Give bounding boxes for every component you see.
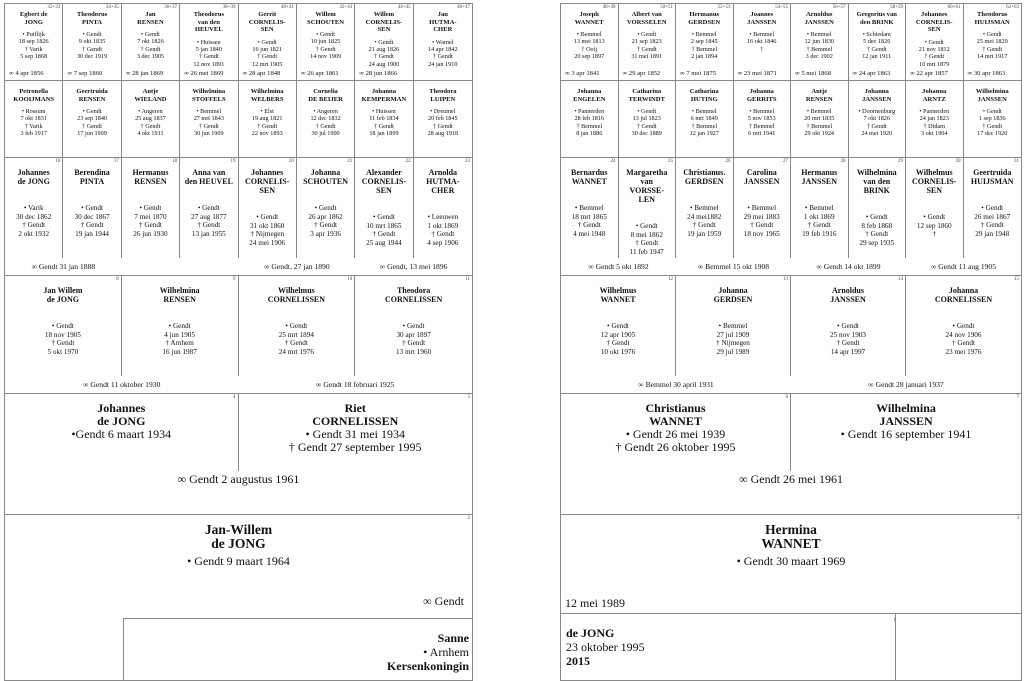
- person-name: Arnoldus JANSSEN: [830, 286, 866, 304]
- person-details: • Bemmel 27 jul 1909 † Nijmegen 29 jul 1989: [716, 322, 750, 356]
- child-birthdate: 23 oktober 1995: [566, 640, 645, 654]
- child-box-right: [560, 613, 1022, 681]
- marriage-date: ∞ Gendt 14 okt 1899: [816, 262, 881, 271]
- person-details: • Gendt 31 mei 1934 † Gendt 27 september 1995: [288, 427, 422, 454]
- person-box: [355, 158, 413, 258]
- person-name: Bernardus WANNET: [571, 168, 608, 186]
- person-name: Jan Willem de JONG: [43, 286, 83, 304]
- person-name: Willem SCHOUTEN: [307, 11, 345, 26]
- marriage-date: ∞ 7 mei 1875: [680, 70, 717, 77]
- ahnentafel-number: 9: [233, 277, 236, 282]
- marriage-date: 12 mei 1989: [565, 596, 625, 610]
- person-details: • Pannerden 28 feb 1816 † Bemmel 8 jan 1886: [574, 108, 605, 138]
- child-birthplace: • Arnhem: [423, 645, 469, 659]
- parents-section: [561, 394, 1021, 515]
- person-box: [964, 158, 1022, 258]
- person-box: [239, 4, 297, 81]
- person-box: [676, 4, 734, 81]
- person-name: Theodorus PINTA: [76, 11, 108, 26]
- person-details: • Angeren 12 dec 1832 † Gendt 30 jul 1900: [310, 108, 341, 138]
- person-name: Johannes CORNELIS- SEN: [244, 168, 290, 195]
- person-box: [734, 158, 792, 258]
- person-box: [355, 81, 413, 158]
- ahnentafel-number: 6: [785, 395, 788, 400]
- person-box: [619, 158, 677, 258]
- person-details: • Gendt 16 september 1941: [840, 427, 972, 441]
- ahnentafel-number: 38+39: [222, 5, 236, 10]
- person-details: • Bemmel 6 mrt 1849 † Bemmel 12 jan 1927: [689, 108, 719, 138]
- person-name: Johannes CORNELIS- SEN: [915, 11, 953, 33]
- person-name: Johanna KEMPERMAN: [361, 88, 407, 103]
- person-box: [414, 81, 472, 158]
- person-details: • Bemmel 2 sep 1845 † Bemmel 2 jan 1894: [690, 31, 718, 61]
- great-great-grandmothers-row: [5, 81, 472, 158]
- divider: [895, 613, 896, 681]
- subject-details: • Gendt 30 maart 1969: [736, 554, 846, 568]
- person-box: [239, 394, 473, 471]
- person-box: [414, 4, 472, 81]
- grandparents-marriages: [561, 376, 1021, 394]
- marriage-date: ∞ 3 apr 1841: [565, 70, 600, 77]
- person-name: Wilhelmus CORNELIS- SEN: [912, 168, 957, 195]
- grandparents-section: [561, 276, 1021, 394]
- ahnentafel-number: 29: [898, 159, 903, 164]
- person-box: [561, 4, 619, 81]
- person-details: • Gendt 8 feb 1868 † Gendt 29 sep 1935: [859, 213, 895, 247]
- person-name: Arnolda HUTMA- CHER: [426, 168, 460, 195]
- person-name: Theodorus HUIJSMAN: [974, 11, 1010, 26]
- ahnentafel-number: 10: [347, 277, 353, 282]
- person-name: Wilhelmina JANSSEN: [876, 401, 936, 428]
- ahnentafel-number: 42+43: [339, 5, 353, 10]
- marriage-date: ∞ 28 jan 1869: [125, 70, 164, 77]
- person-name: Riet CORNELISSEN: [312, 401, 399, 428]
- ahnentafel-number: 36+37: [164, 5, 178, 10]
- person-box: [239, 81, 297, 158]
- person-name: Geertruida HUIJSMAN: [970, 168, 1014, 186]
- person-details: • Gendt 25 nov 1903 † Gendt 14 apr 1997: [830, 322, 866, 356]
- person-details: • Doornenburg 7 okt 1826 † Gendt 24 mei 1920: [858, 108, 896, 138]
- ahnentafel-number: 17: [113, 159, 119, 164]
- great-great-grandmothers-row: [561, 81, 1021, 158]
- person-box: [5, 158, 63, 258]
- subject-section: [561, 515, 1021, 615]
- person-name: Willem CORNELIS- SEN: [365, 11, 403, 33]
- person-details: • Gendt 27 aug 1877 † Gendt 13 jan 1955: [191, 204, 227, 238]
- person-details: • Gendt 26 mei 1939 † Gendt 26 oktober 1995: [615, 427, 736, 454]
- person-details: • Gendt 7 mei 1870 † Gendt 26 jun 1930: [133, 204, 168, 238]
- person-name: Hermanus RENSEN: [132, 168, 169, 186]
- ahnentafel-number: 3: [1016, 516, 1019, 521]
- person-name: Hermanus JANSSEN: [801, 168, 838, 186]
- marriage-date: ∞ 26 mei 1869: [184, 70, 224, 77]
- ahnentafel-number: 4: [233, 395, 236, 400]
- parents-row: [561, 394, 1021, 471]
- person-name: Berendina PINTA: [74, 168, 110, 186]
- person-details: • Gendt 13 jul 1823 † Gendt 30 dec 1889: [631, 108, 662, 138]
- person-details: • Gendt 7 okt 1826 † Gendt 3 dec 1905: [136, 31, 165, 61]
- ahnentafel-number: 2: [467, 516, 470, 521]
- person-name: Jan HUTMA- CHER: [429, 11, 457, 33]
- person-box: [239, 276, 356, 376]
- person-box: [63, 4, 121, 81]
- pedigree-frame-left: [4, 3, 473, 681]
- marriage-date: ∞ 24 apr 1863: [852, 70, 891, 77]
- person-details: • Gendt 4 jun 1905 † Arnhem 16 jun 1987: [162, 322, 197, 356]
- child-first-name: Sanne: [437, 631, 469, 645]
- ahnentafel-number: 28: [840, 159, 846, 164]
- grandparents-row: [5, 276, 472, 376]
- child-year: 2015: [566, 654, 590, 668]
- person-name: Catharina TERWINDT: [628, 88, 665, 103]
- ahnentafel-number: 62+63: [1006, 5, 1019, 10]
- ahnentafel-number: 40+41: [281, 5, 294, 10]
- marriage-date: ∞ Bemmel 15 okt 1908: [697, 262, 770, 271]
- grandparents-row: [561, 276, 1021, 376]
- person-name: Alexander CORNELIS- SEN: [361, 168, 407, 195]
- person-name: Catharina HUTING: [689, 88, 719, 103]
- subject-section: [5, 515, 472, 615]
- person-box: [906, 81, 964, 158]
- marriage-date: ∞ 4 apr 1856: [9, 70, 44, 77]
- person-box: [63, 158, 121, 258]
- pedigree-frame-right: [560, 3, 1022, 681]
- marriage-date: ∞ 26 apr 1861: [300, 70, 339, 77]
- person-box: [5, 394, 239, 471]
- ahnentafel-number: 11: [465, 277, 470, 282]
- ahnentafel-number: 32+33: [47, 5, 61, 10]
- person-details: • Bemmel 27 mrt 1843 † Gendt 30 jun 1909: [193, 108, 224, 138]
- person-details: • Warnel 14 apr 1842 † Gendt 24 jan 1910: [428, 38, 458, 68]
- person-box: [791, 158, 849, 258]
- person-name: Johanna CORNELISSEN: [934, 286, 993, 304]
- person-name: Christianus WANNET: [645, 401, 706, 428]
- ahnentafel-number: 21: [347, 159, 353, 164]
- ahnentafel-number: 44+45: [397, 5, 411, 10]
- person-details: • Huissen 5 jan 1840 † Gendt 12 nov 1891: [193, 38, 225, 68]
- person-name: Johanna GERDSEN: [713, 286, 753, 304]
- person-name: Gerrit CORNELIS- SEN: [248, 11, 286, 33]
- person-details: • Bemmel 29 mei 1883 † Gendt 18 nov 1965: [743, 204, 780, 238]
- person-name: Johanna ARNTZ: [922, 88, 947, 103]
- ahnentafel-number: 23: [465, 159, 470, 164]
- person-details: • Gendt 23 sep 1840 † Gendt 17 jun 1909: [77, 108, 108, 138]
- ahnentafel-number: 60+61: [947, 5, 961, 10]
- person-name: Johannes de JONG: [17, 168, 50, 186]
- parents-marriage: ∞ Gendt 26 mei 1961: [739, 472, 843, 486]
- person-details: • Gendt 1 sep 1836 † Gendt 17 dec 1920: [977, 108, 1008, 138]
- right-page: [509, 0, 1024, 681]
- person-details: • Bemmel 20 mrt 1835 † Bemmel 29 okt 1924: [804, 108, 835, 138]
- person-name: Joannes JANSSEN: [747, 11, 777, 26]
- person-name: Egbert de JONG: [19, 11, 48, 26]
- person-name: Antje RENSEN: [805, 88, 833, 103]
- person-name: Wilhelmina WELBERS: [250, 88, 284, 103]
- person-box: [791, 81, 849, 158]
- person-box: [297, 158, 355, 258]
- person-name: Joseph WANNET: [574, 11, 604, 26]
- ahnentafel-number: 54+55: [775, 5, 788, 10]
- person-box: [791, 4, 849, 81]
- person-name: Gregorius van den BRINK: [856, 11, 897, 26]
- ahnentafel-number: 48+49: [602, 5, 616, 10]
- ahnentafel-number: 56+57: [832, 5, 846, 10]
- person-details: • Pannerden 24 jan 1823 † Didam 3 okt 1904: [919, 108, 950, 138]
- person-box: [964, 4, 1022, 81]
- person-name: Wilhelmina van den BRINK: [856, 168, 897, 195]
- person-box: [239, 158, 297, 258]
- ahnentafel-number: 19: [230, 159, 236, 164]
- great-great-grandfathers-row: [5, 4, 472, 81]
- person-name: Theodora LUIPEN: [429, 88, 457, 103]
- person-box: [676, 276, 791, 376]
- person-details: • Angeren 25 aug 1837 † Gendt 4 okt 1911: [135, 108, 166, 138]
- person-details: • Gendt 30 apr 1897 † Gendt 13 mrt 1960: [396, 322, 432, 356]
- person-details: •Gendt 6 maart 1934: [71, 427, 172, 441]
- ahnentafel-number: 58+59: [890, 5, 903, 10]
- person-details: • Gendt 24 nov 1906 † Gendt 23 mei 1976: [945, 322, 982, 356]
- person-details: • Dreumel 20 feb 1845 † Gendt 28 aug 1918: [427, 108, 459, 138]
- parents-marriage: ∞ Gendt 2 augustus 1961: [177, 472, 300, 486]
- person-box: [5, 276, 122, 376]
- marriage-date: ∞ 28 jun 1866: [359, 70, 398, 77]
- person-box: [849, 4, 907, 81]
- person-box: [734, 81, 792, 158]
- marriage-date: ∞ Gendt, 13 mei 1896: [379, 262, 448, 271]
- ahnentafel-number: 7: [1016, 395, 1019, 400]
- marriage-date: ∞ 22 apr 1857: [910, 70, 948, 77]
- great-grandparents-row: [5, 158, 472, 258]
- person-details: • Gendt 10 mrt 1865 † Gendt 25 aug 1944: [366, 213, 402, 247]
- parents-section: [5, 394, 472, 515]
- person-details: • Gendt 16 jun 1821 † Gendt 12 mrt 1905: [252, 38, 283, 68]
- left-page: [0, 0, 497, 681]
- person-details: • Bemmel 16 okt 1846 †: [746, 31, 777, 53]
- person-name: Albert van VORSSELEN: [626, 11, 667, 26]
- person-name: Hermanus GERDSEN: [688, 11, 721, 26]
- person-box: [906, 158, 964, 258]
- person-box: [355, 4, 413, 81]
- person-details: • Elst 19 aug 1821 † Gendt 22 nov 1893: [251, 108, 283, 138]
- person-name: Wilhelmus WANNET: [599, 286, 637, 304]
- ahnentafel-number: 25: [668, 159, 673, 164]
- ahnentafel-number: 13: [783, 277, 788, 282]
- grandparents-section: [5, 276, 472, 394]
- ahnentafel-number: 24: [610, 159, 616, 164]
- great-great-grandfathers-row: [561, 4, 1021, 81]
- person-box: [734, 4, 792, 81]
- great-grandparents-marriages: [561, 258, 1021, 276]
- person-box: [964, 81, 1022, 158]
- person-details: • Gendt 21 aug 1826 † Gendt 24 aug 1900: [368, 38, 400, 68]
- person-box: [791, 276, 906, 376]
- person-details: • Bemmel 18 mrt 1865 † Gendt 4 mei 1948: [571, 204, 607, 238]
- ahnentafel-number: 34+35: [105, 5, 119, 10]
- marriage-date: ∞ 7 sep 1860: [67, 70, 103, 77]
- person-box: [63, 81, 121, 158]
- person-box: [355, 276, 472, 376]
- ahnentafel-number: 30: [955, 159, 961, 164]
- person-box: [5, 4, 63, 81]
- ahnentafel-number: 16: [55, 159, 61, 164]
- great-grandparents-row: [561, 158, 1021, 258]
- person-name: Wilhelmina RENSEN: [159, 286, 200, 304]
- person-box: [619, 81, 677, 158]
- person-box: [849, 81, 907, 158]
- parents-row: [5, 394, 472, 471]
- person-details: • Rossum 7 okt 1831 † Varik 3 feb 1917: [20, 108, 47, 138]
- person-box: [676, 81, 734, 158]
- person-name: Theodora CORNELISSEN: [384, 286, 443, 304]
- person-box: [5, 81, 63, 158]
- person-name: Jan RENSEN: [137, 11, 164, 26]
- ahnentafel-number: 14: [898, 277, 903, 282]
- person-details: • Bemmel 1 okt 1869 † Gendt 19 feb 1916: [802, 204, 837, 238]
- ahnentafel-number: 18: [172, 159, 178, 164]
- person-name: Arnoldus JANSSEN: [804, 11, 834, 26]
- subject-details: • Gendt 9 maart 1964: [187, 554, 290, 568]
- ahnentafel-number: 15: [1014, 277, 1019, 282]
- person-details: • Gendt 12 sep 1860 †: [916, 213, 952, 239]
- marriage-date: ∞ 30 apr 1863: [967, 70, 1006, 77]
- person-details: • Gendt 26 mei 1867 † Gendt 29 jan 1948: [974, 204, 1011, 238]
- ahnentafel-number: 46+47: [457, 5, 470, 10]
- marriage-date: [122, 258, 239, 276]
- marriage-date: ∞ Gendt 31 jan 1888: [31, 262, 96, 271]
- ahnentafel-number: 27: [783, 159, 788, 164]
- person-details: • Gendt 31 okt 1860 † Nijmegen 24 mei 1906: [249, 213, 286, 247]
- person-details: • Gendt 10 jun 1825 † Gendt 14 nov 1909: [310, 31, 342, 61]
- grandparents-marriages: [5, 376, 472, 394]
- person-details: • Bemmel 13 mei 1813 † Ooij 20 sep 1897: [573, 31, 605, 61]
- ahnentafel-number: 12: [668, 277, 673, 282]
- person-name: Johanna JANSSEN: [862, 88, 892, 103]
- person-box: [180, 4, 238, 81]
- subject-name: Hermina WANNET: [761, 522, 821, 551]
- person-name: Carolina JANSSEN: [743, 168, 780, 186]
- marriage-date: ∞ Bemmel 30 april 1931: [638, 380, 714, 389]
- person-box: [297, 4, 355, 81]
- person-details: • Bemmel 24 mei1882 † Gendt 19 jan 1959: [687, 204, 722, 238]
- person-name: Wilhelmina JANSSEN: [975, 88, 1009, 103]
- person-name: Geertruida RENSEN: [76, 88, 108, 103]
- ahnentafel-number: 50+51: [660, 5, 673, 10]
- person-name: Christianus. GERDSEN: [683, 168, 726, 186]
- marriage-date: ∞ Gendt 5 okt 1892: [588, 262, 649, 271]
- person-name: Anna van den HEUVEL: [184, 168, 233, 186]
- ahnentafel-number: 31: [1014, 159, 1019, 164]
- person-name: Wilhelmus CORNELISSEN: [267, 286, 326, 304]
- person-name: Johanna ENGELEN: [573, 88, 606, 103]
- person-box: [561, 158, 619, 258]
- person-box: [676, 158, 734, 258]
- marriage-date: ∞ 23 mei 1871: [737, 70, 777, 77]
- ahnentafel-number: 22: [405, 159, 411, 164]
- marriage-date: ∞ Gendt 18 februari 1925: [316, 380, 395, 389]
- child-surname: de JONG: [566, 626, 615, 640]
- marriage-date: ∞ 29 apr 1852: [622, 70, 661, 77]
- person-details: • Bemmel 12 jun 1830 † Bemmel 3 dec 1902: [804, 31, 835, 61]
- ahnentafel-number: 20: [288, 159, 294, 164]
- ahnentafel-number: 5: [467, 395, 470, 400]
- person-details: • Varik 30 dec 1862 † Gendt 2 okt 1932: [16, 204, 52, 238]
- child-box-left: [123, 618, 473, 681]
- person-details: • Leeuwen 1 okt 1869 † Gendt 4 sep 1906: [427, 213, 459, 247]
- person-details: • Gendt 21 sep 1823 † Gendt 31 mei 1891: [631, 31, 663, 61]
- person-name: Cornelia DE BEIJER: [308, 88, 343, 103]
- person-details: • Bemmel 5 nov 1853 † Bemmel 6 mrt 1941: [747, 108, 776, 138]
- person-box: [561, 394, 791, 471]
- person-box: [122, 276, 239, 376]
- person-details: • Gendt 25 mrt 1894 † Gendt 24 mrt 1976: [278, 322, 314, 356]
- great-grandparents-section: [5, 158, 472, 276]
- person-box: [122, 4, 180, 81]
- marriage-date: ∞ 5 mei 1868: [795, 70, 832, 77]
- person-details: • Gendt 8 mei 1862 † Gendt 11 feb 1947: [629, 222, 664, 256]
- person-details: • Gendt 30 dec 1867 † Gendt 19 jan 1944: [74, 204, 110, 238]
- person-details: • Huissen 11 feb 1834 † Gendt 18 jan 1899: [369, 108, 399, 138]
- person-box: [561, 276, 676, 376]
- person-name: Wilhelmina STOFFELS: [192, 88, 226, 103]
- marriage-date: ∞ Gendt, 27 jan 1890: [264, 262, 330, 271]
- person-name: Johanna GERRITS: [746, 88, 777, 103]
- ahnentafel-number: 8: [116, 277, 119, 282]
- person-box: [561, 81, 619, 158]
- person-name: Antje WIELAND: [134, 88, 167, 103]
- subject-name: Jan-Willem de JONG: [204, 522, 273, 551]
- person-box: [297, 81, 355, 158]
- great-grandparents-marriages: [5, 258, 472, 276]
- person-name: Petronella KOOIJMANS: [13, 88, 55, 103]
- person-name: Johannes de JONG: [97, 401, 146, 428]
- person-details: • Gendt 21 nov 1812 † Gendt 10 mrt 1879: [918, 38, 950, 68]
- marriage-date: ∞ Gendt 28 januari 1937: [868, 380, 944, 389]
- person-box: [849, 158, 907, 258]
- person-details: • Gendt 12 apr 1905 † Gendt 10 okt 1976: [600, 322, 636, 356]
- person-box: [906, 4, 964, 81]
- marriage-date: ∞ Gendt 11 oktober 1930: [83, 380, 161, 389]
- person-box: [414, 158, 472, 258]
- person-box: [122, 81, 180, 158]
- person-box: [180, 81, 238, 158]
- person-details: • Gendt 9 okt 1835 † Gendt 30 dec 1919: [76, 31, 108, 61]
- person-name: Johanna SCHOUTEN: [303, 168, 349, 186]
- person-details: • Puiflijk 18 sep 1826 † Varik 5 sep 1868: [18, 31, 49, 61]
- marriage-date: ∞ 28 apr 1848: [242, 70, 281, 77]
- person-details: • Schiedam 5 dec 1826 † Gendt 12 jan 1911: [862, 31, 892, 61]
- marriage-date: ∞ Gendt 11 aug 1905: [930, 262, 997, 271]
- person-details: • Gendt 18 nov 1905 † Gendt 5 okt 1970: [44, 322, 81, 356]
- child-title: Kersenkoningin: [386, 659, 469, 673]
- person-name: Theodorus van den HEUVEL: [193, 11, 225, 33]
- person-box: [122, 158, 180, 258]
- ahnentafel-number: 52+53: [717, 5, 731, 10]
- person-box: [791, 394, 1021, 471]
- person-box: [619, 4, 677, 81]
- person-details: • Gendt 25 mei 1829 † Gendt 14 mrt 1917: [976, 31, 1008, 61]
- great-grandparents-section: [561, 158, 1021, 276]
- subject-marriage: ∞ Gendt: [423, 594, 464, 608]
- person-name: Margaretha van VORSSE- LEN: [626, 168, 668, 204]
- person-box: [180, 158, 238, 258]
- ahnentafel-number: 26: [725, 159, 731, 164]
- person-details: • Gendt 26 apr 1862 † Gendt 3 apr 1936: [308, 204, 343, 238]
- person-box: [906, 276, 1021, 376]
